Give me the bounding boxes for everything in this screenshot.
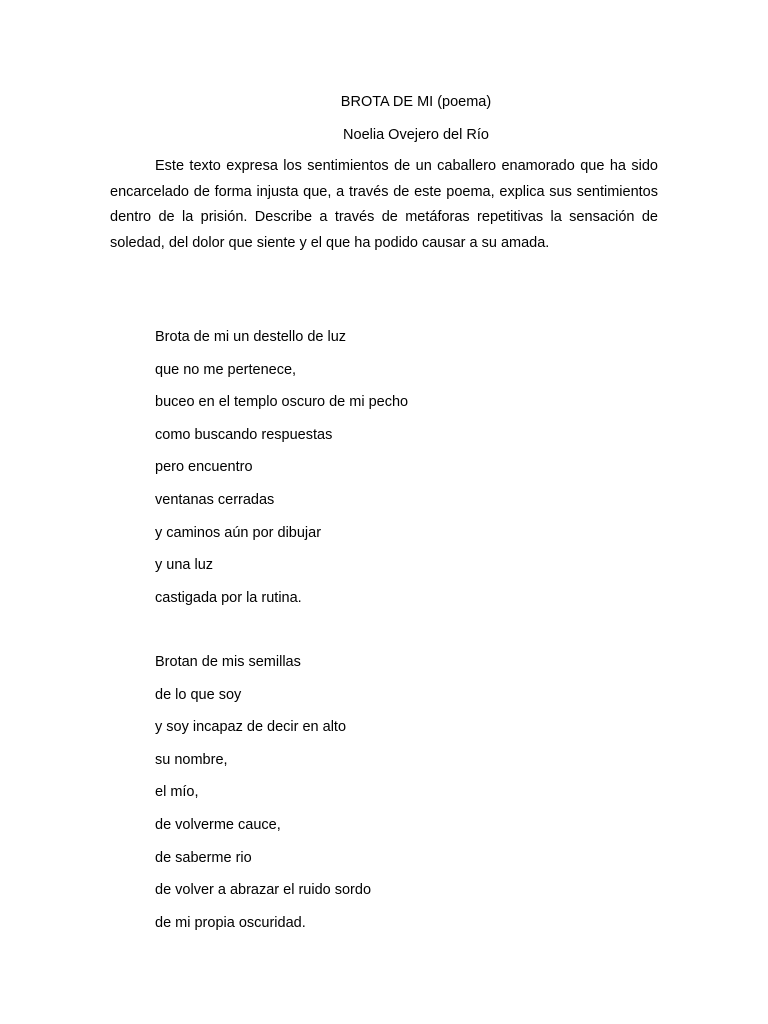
stanza-1	[155, 327, 408, 620]
verse-line: que no me pertenece,	[155, 361, 297, 378]
intro-paragraph: Este texto expresa los sentimientos de un caballero enamorado que ha sido encarcelado de forma injusta que, a través de este poema, explica sus sentimientos dentro de la prisión. Describe a través de metáforas repetitivas la sensación de soledad, del dolor que siente y el que ha podido causar a su amada.	[110, 158, 658, 251]
verse-line: castigada por la rutina.	[155, 589, 302, 606]
verse-line: ventanas cerradas	[155, 491, 275, 508]
verse-line: como buscando respuestas	[155, 426, 333, 443]
stanza-2	[155, 652, 371, 945]
verse-line: de volverme cauce,	[155, 816, 281, 833]
poem-title: BROTA DE MI (poema)	[340, 94, 492, 110]
verse-line: buceo en el templo oscuro de mi pecho	[155, 394, 409, 411]
verse-line: de saberme rio	[155, 849, 252, 866]
verse-line: y caminos aún por dibujar	[155, 524, 322, 541]
verse-line: de mi propia oscuridad.	[155, 914, 306, 931]
verse-line: su nombre,	[155, 751, 228, 768]
verse-line: Brotan de mis semillas	[155, 654, 301, 670]
verse-line: Brota de mi un destello de luz	[155, 329, 347, 345]
verse-line: de lo que soy	[155, 686, 242, 703]
verse-line: de volver a abrazar el ruido sordo	[155, 882, 372, 899]
verse-line: y soy incapaz de decir en alto	[155, 719, 347, 736]
author-name: Noelia Ovejero del Río	[343, 127, 489, 143]
verse-line: el mío,	[155, 784, 199, 801]
verse-line: pero encuentro	[155, 459, 253, 476]
verse-line: y una luz	[155, 557, 214, 574]
